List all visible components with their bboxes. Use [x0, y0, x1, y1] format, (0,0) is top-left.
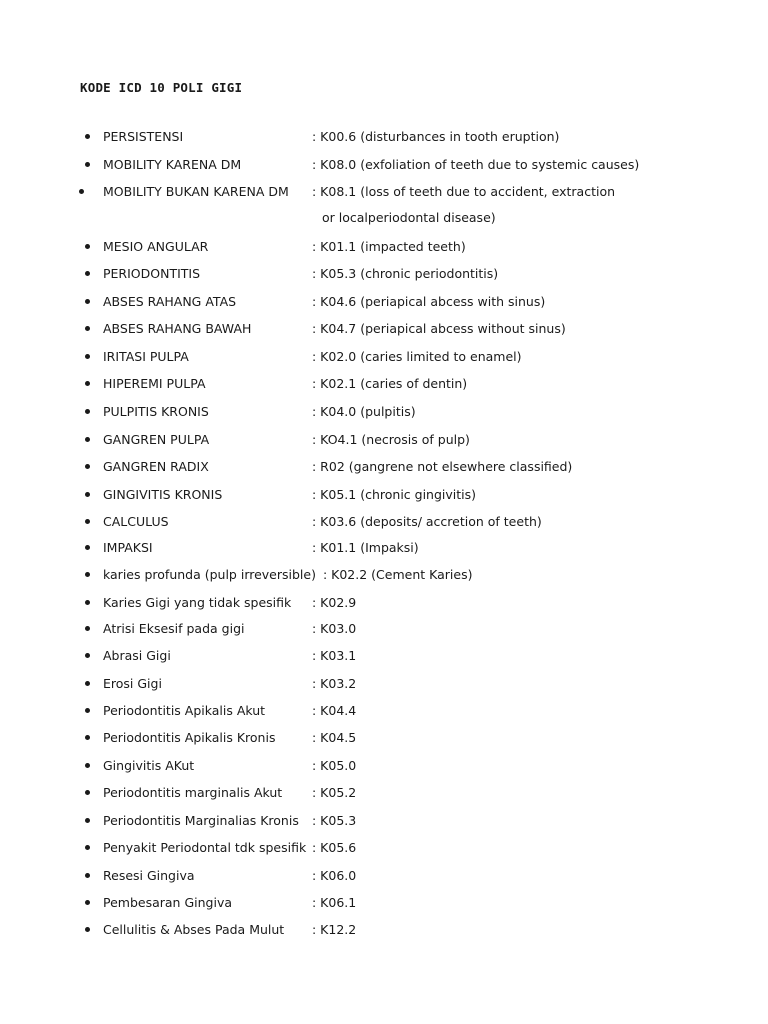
bullet-icon — [85, 464, 90, 469]
icd-description: (gangrene not elsewhere classified) — [348, 459, 573, 474]
icd-description: (pulpitis) — [360, 404, 416, 419]
icd-description: (necrosis of pulp) — [361, 432, 470, 447]
bullet-icon — [85, 735, 90, 740]
bullet-icon — [85, 545, 90, 550]
diagnosis-name: HIPEREMI PULPA — [103, 376, 206, 391]
list-item — [0, 375, 768, 397]
icd-code-group — [312, 403, 416, 421]
icd-code: : K05.3 — [312, 266, 357, 281]
icd-description: (caries limited to enamel) — [360, 349, 522, 364]
diagnosis-name: MOBILITY BUKAN KARENA DM — [103, 184, 289, 199]
list-item — [0, 620, 768, 642]
diagnosis-name: Abrasi Gigi — [103, 648, 171, 663]
list-item — [0, 812, 768, 834]
list-item — [0, 757, 768, 779]
list-item — [0, 867, 768, 889]
bullet-icon — [85, 900, 90, 905]
bullet-icon — [85, 572, 90, 577]
list-item — [0, 458, 768, 480]
icd-description: (periapical abcess without sinus) — [360, 321, 566, 336]
list-item — [0, 238, 768, 260]
icd-description: (Cement Karies) — [371, 567, 473, 582]
icd-code-group — [312, 458, 572, 476]
list-item — [0, 431, 768, 453]
icd-code: : KO4.1 — [312, 432, 358, 447]
icd-code: : K05.2 — [312, 785, 357, 800]
icd-code-group — [312, 320, 566, 338]
icd-code: : K05.3 — [312, 813, 357, 828]
bullet-icon — [85, 162, 90, 167]
bullet-icon — [85, 818, 90, 823]
list-item — [0, 265, 768, 287]
list-item — [0, 156, 768, 178]
icd-code-group — [312, 431, 470, 449]
list-item — [0, 513, 768, 535]
bullet-icon — [85, 790, 90, 795]
diagnosis-name: Cellulitis & Abses Pada Mulut — [103, 922, 285, 937]
list-item — [0, 320, 768, 342]
diagnosis-name: IRITASI PULPA — [103, 349, 189, 364]
icd-code-group — [312, 183, 615, 201]
icd-description: (disturbances in tooth eruption) — [360, 129, 560, 144]
diagnosis-name: GANGREN RADIX — [103, 459, 209, 474]
icd-description: (Impaksi) — [360, 540, 419, 555]
icd-code: : R02 — [312, 459, 345, 474]
icd-code: : K01.1 — [312, 540, 357, 555]
diagnosis-name: Resesi Gingiva — [103, 868, 195, 883]
icd-description: (periapical abcess with sinus) — [360, 294, 546, 309]
icd-code-group — [312, 513, 542, 531]
icd-description: (exfoliation of teeth due to systemic causes) — [360, 157, 640, 172]
list-item — [0, 566, 768, 588]
icd-code-group — [312, 128, 559, 146]
list-item — [0, 921, 768, 943]
icd-description: (chronic gingivitis) — [360, 487, 477, 502]
diagnosis-name: PERIODONTITIS — [103, 266, 201, 281]
icd-description: (caries of dentin) — [360, 376, 468, 391]
icd-code: : K12.2 — [312, 922, 357, 937]
diagnosis-name: Periodontitis Apikalis Akut — [103, 703, 266, 718]
document-title: KODE ICD 10 POLI GIGI — [80, 80, 243, 95]
icd-code: : K00.6 — [312, 129, 357, 144]
bullet-icon — [85, 271, 90, 276]
icd-code-group — [312, 238, 466, 256]
icd-code-group — [312, 375, 467, 393]
diagnosis-name: Periodontitis marginalis Akut — [103, 785, 283, 800]
icd-code: : K01.1 — [312, 239, 357, 254]
bullet-icon — [85, 244, 90, 249]
list-item — [0, 183, 768, 225]
icd-code-group — [312, 265, 498, 283]
icd-code: : K06.0 — [312, 868, 357, 883]
bullet-icon — [85, 681, 90, 686]
bullet-icon — [85, 437, 90, 442]
diagnosis-name: PERSISTENSI — [103, 129, 184, 144]
list-item — [0, 486, 768, 508]
bullet-icon — [85, 134, 90, 139]
bullet-icon — [85, 409, 90, 414]
diagnosis-name: GANGREN PULPA — [103, 432, 210, 447]
icd-code: : K08.1 — [312, 184, 357, 199]
icd-code: : K05.1 — [312, 487, 357, 502]
list-item — [0, 348, 768, 370]
diagnosis-name: karies profunda (pulp irreversible) : K02.2 (Cement Karies) — [103, 567, 473, 582]
list-item — [0, 403, 768, 425]
bullet-icon — [85, 354, 90, 359]
diagnosis-name: Atrisi Eksesif pada gigi — [103, 621, 245, 636]
icd-code: : K03.0 — [312, 621, 357, 636]
list-item — [0, 784, 768, 806]
diagnosis-name: Penyakit Periodontal tdk spesifik — [103, 840, 307, 855]
bullet-icon — [85, 381, 90, 386]
list-item — [0, 675, 768, 697]
icd-code: : K03.2 — [312, 676, 357, 691]
icd-code: : K02.0 — [312, 349, 357, 364]
diagnosis-name: Periodontitis Marginalias Kronis — [103, 813, 299, 828]
icd-code-group — [312, 486, 476, 504]
bullet-icon — [85, 708, 90, 713]
list-item — [0, 702, 768, 724]
icd-description: (impacted teeth) — [360, 239, 466, 254]
icd-code: : K04.4 — [312, 703, 357, 718]
diagnosis-name: Pembesaran Gingiva — [103, 895, 232, 910]
bullet-icon — [85, 326, 90, 331]
diagnosis-name: Karies Gigi yang tidak spesifik — [103, 595, 292, 610]
icd-code-group — [312, 293, 545, 311]
icd-description: (loss of teeth due to accident, extraction — [360, 184, 616, 199]
icd-code: : K08.0 — [312, 157, 357, 172]
diagnosis-name: Periodontitis Apikalis Kronis — [103, 730, 276, 745]
list-item — [0, 894, 768, 916]
bullet-icon — [85, 653, 90, 658]
list-item — [0, 594, 768, 616]
bullet-icon — [85, 492, 90, 497]
list-item — [0, 647, 768, 669]
bullet-icon — [85, 299, 90, 304]
icd-code: : K04.7 — [312, 321, 357, 336]
list-item — [0, 128, 768, 150]
icd-description: (deposits/ accretion of teeth) — [360, 514, 542, 529]
list-item — [0, 839, 768, 861]
list-item — [0, 729, 768, 751]
icd-code: : K04.0 — [312, 404, 357, 419]
icd-description-continuation: or localperiodontal disease) — [322, 210, 496, 225]
icd-code: : K02.2 — [322, 567, 368, 582]
bullet-icon — [85, 845, 90, 850]
icd-code: : K04.6 — [312, 294, 357, 309]
diagnosis-name: ABSES RAHANG ATAS — [103, 294, 237, 309]
icd-code: : K03.1 — [312, 648, 357, 663]
icd-code: : K05.6 — [312, 840, 357, 855]
icd-code-group — [312, 539, 419, 557]
diagnosis-name: IMPAKSI — [103, 540, 153, 555]
diagnosis-name: Gingivitis AKut — [103, 758, 195, 773]
bullet-icon — [85, 927, 90, 932]
diagnosis-name: MOBILITY KARENA DM — [103, 157, 242, 172]
icd-code: : K05.0 — [312, 758, 357, 773]
icd-code: : K06.1 — [312, 895, 357, 910]
bullet-icon — [79, 189, 84, 194]
icd-description: (chronic periodontitis) — [360, 266, 499, 281]
diagnosis-name: GINGIVITIS KRONIS — [103, 487, 223, 502]
diagnosis-name: MESIO ANGULAR — [103, 239, 209, 254]
icd-code-group — [312, 348, 522, 366]
icd-code-group — [312, 156, 639, 174]
diagnosis-name: ABSES RAHANG BAWAH — [103, 321, 252, 336]
diagnosis-name: CALCULUS — [103, 514, 169, 529]
diagnosis-name: Erosi Gigi — [103, 676, 162, 691]
icd-code: : K03.6 — [312, 514, 357, 529]
icd-code-group — [323, 567, 473, 582]
bullet-icon — [85, 519, 90, 524]
bullet-icon — [85, 873, 90, 878]
list-item — [0, 293, 768, 315]
bullet-icon — [85, 626, 90, 631]
icd-code: : K04.5 — [312, 730, 357, 745]
icd-code: : K02.9 — [312, 595, 357, 610]
bullet-icon — [85, 600, 90, 605]
bullet-icon — [85, 763, 90, 768]
icd-code: : K02.1 — [312, 376, 357, 391]
list-item — [0, 539, 768, 561]
diagnosis-name: PULPITIS KRONIS — [103, 404, 209, 419]
